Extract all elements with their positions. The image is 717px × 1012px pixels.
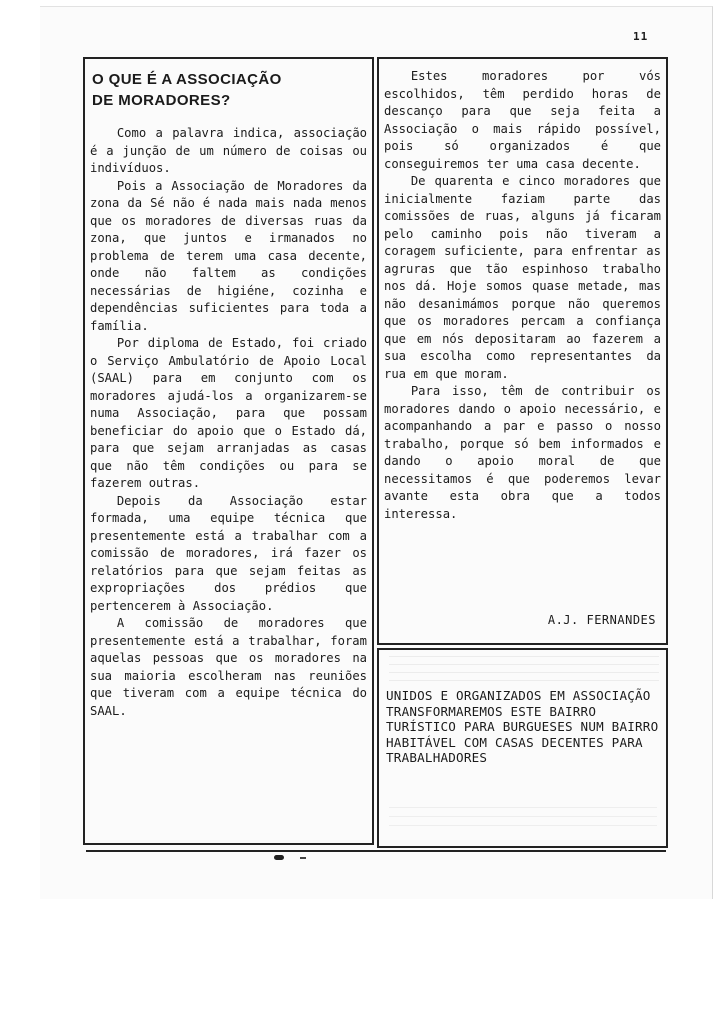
bottom-rule bbox=[86, 850, 666, 852]
paragraph: A comissão de moradores que presentemente está a trabalhar, foram aquelas pessoas que os moradores na sua maioria escolheram nas reuniões que tiveram com a equipe técnica do SAAL. bbox=[90, 616, 367, 718]
slogan-box bbox=[377, 648, 668, 848]
paragraph: Para isso, têm de contribuir os moradores dando o apoio necessário, e acompanhando a par e passo o nosso trabalho, porque só bem informados e dando o apoio moral de que necessitamos é que poderemos levar avante esta obra que a todos interessa. bbox=[384, 384, 661, 521]
heading-line-2: DE MORADORES? bbox=[92, 92, 231, 109]
page-number: 11 bbox=[633, 30, 649, 43]
heading-line-1: O QUE É A ASSOCIAÇÃO bbox=[92, 71, 282, 88]
paragraph: Depois da Associação estar formada, uma equipe técnica que presentemente está a trabalhar com a comissão de moradores, irá fazer os relatórios para que sejam feitas as expropriações dos prédios que pertencerem à Associação. bbox=[90, 493, 367, 613]
slogan-text: UNIDOS E ORGANIZADOS EM ASSOCIAÇÃO TRANSFORMAREMOS ESTE BAIRRO TURÍSTICO PARA BURGUESES NUM BAIRRO HABITÁVEL COM CASAS DECENTES PARA TRABALHADORES bbox=[386, 688, 659, 765]
ink-mark bbox=[300, 857, 306, 859]
right-column-box bbox=[377, 57, 668, 645]
paragraph: De quarenta e cinco moradores que inicialmente faziam parte das comissões de ruas, alguns já ficaram pelo caminho pois não tiveram a coragem suficiente, para enfrentar as agruras que tão espinhoso trabalho nos dá. Hoje somos quase metade, mas não desanimámos porque não queremos que os moradores percam a confiança que em nós depositaram ao fazerem a sua escolha como representantes da rua em que moram. bbox=[384, 174, 661, 381]
article-heading bbox=[92, 69, 372, 111]
paragraph: Estes moradores por vós escolhidos, têm perdido horas de descanço para que seja feita a Associação o mais rápido possível, pois só organizados é que conseguiremos ter uma casa decente. bbox=[384, 69, 661, 171]
paragraph: Por diploma de Estado, foi criado o Serviço Ambulatório de Apoio Local (SAAL) para em conjunto com os moradores ajudá-los a organizarem-se numa Associação, para que possam beneficiar do apoio que o Estado dá, para que sejam arranjadas as casas que não têm condições ou para se fazerem outras. bbox=[90, 336, 367, 490]
left-column-text bbox=[90, 125, 367, 720]
paragraph: Pois a Associação de Moradores da zona da Sé não é nada mais nada menos que os moradores de diversas ruas da zona, que juntos e irmanados no problema de terem uma casa decente, onde não faltem as condições necessárias de higiéne, cozinha e dependências suficientes para toda a família. bbox=[90, 178, 367, 333]
left-column-box bbox=[83, 57, 374, 845]
faint-bleedthrough bbox=[389, 654, 659, 688]
paragraph: Como a palavra indica, associação é a junção de um número de coisas ou indivíduos. bbox=[90, 126, 367, 175]
ink-mark bbox=[274, 855, 284, 860]
right-column-text bbox=[384, 68, 661, 523]
faint-bleedthrough bbox=[389, 800, 657, 834]
author-signature: A.J. FERNANDES bbox=[547, 613, 656, 627]
